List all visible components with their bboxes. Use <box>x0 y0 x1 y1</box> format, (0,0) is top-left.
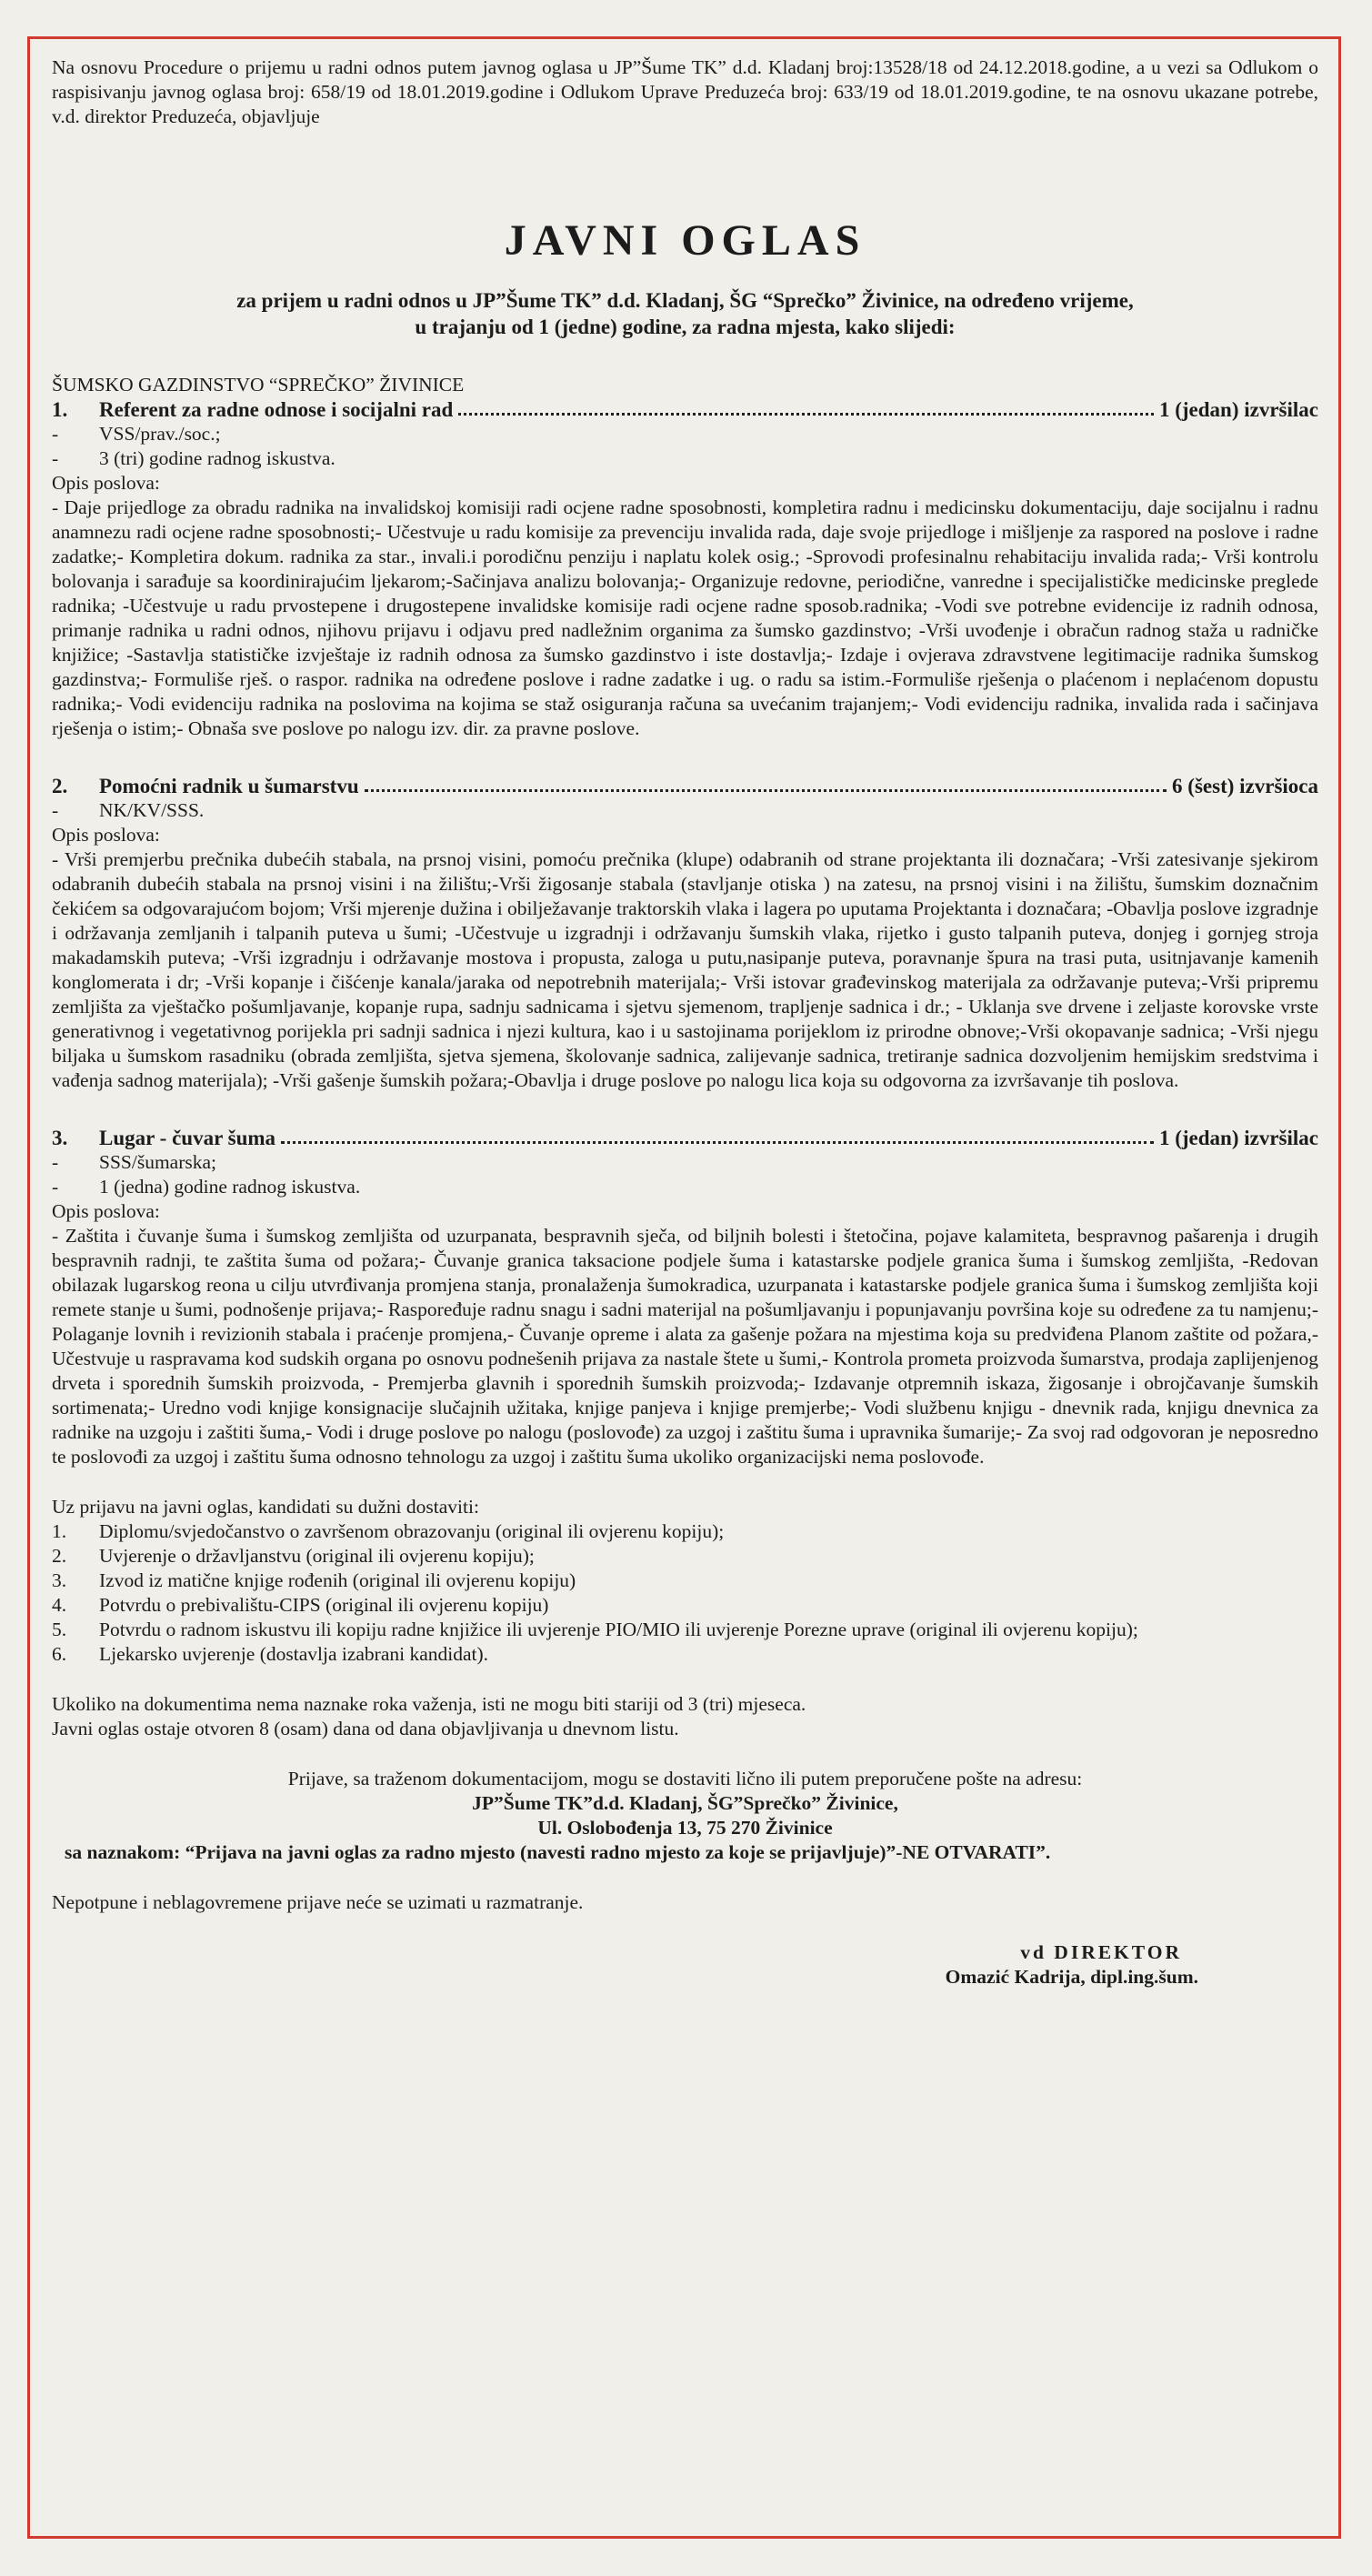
position-number: 2. <box>52 775 68 797</box>
duties-text: - Vrši premjerbu prečnika dubećih stabala, na prsnoj visini, pomoću prečnika (klupe) odabranih od strane projektanta ili doznačara; -Vrši zatesivanje sjekirom odabranih dubećih stabala na prsnoj visini i na žilištu;-Vrši žigosanje stabala (stavljanje otiska ) na zatesu, na prsnoj visini i na žilištu, šumskim doznačnim čekićem sa odgovarajućom bojom; Vrši mjerenje dužina i obilježavanje traktorskih vlaka i lagera po uputama Projektanta i doznačara; -Obavlja poslove izgradnje i održavanja zemljanih i talpanih puteva u šumi; -Učestvuje u izgradnji i održavanju šumskih vlaka, rijetko i gusto talpanih puteva, donjeg i gornjeg stroja makadamskih puteva; -Vrši izgradnju i održavanje mostova i propusta, zaloga u putu,nasipanje puteva, poravnanje špura na trasi puta, usitnjavanje kamenih konglomerata i dr; -Vrši kopanje i čišćenje kanala/jaraka od nepotrebnih materijala;- Vrši istovar građevinskog materijala za održavanje puteva;-Vrši pripremu zemljišta za vještačko pošumljavanje, kopanje rupa, sadnju sadnicama i sjetvu sjemenom, trapljenje sadnica i dr.; - Uklanja sve drvene i zeljaste korovske vrste generativnog i vegetativnog porijekla pri sadnji sadnica i njezi kultura, kao i u sastojinama porijeklom iz prirodne obnove;-Vrši okopavanje sadnica; -Vrši njegu biljaka u šumskom rasadniku (obrada zemljišta, sjetva sjemena, školovanje sadnica, zalijevanje sadnica, tretiranje sadnica dozvoljenim hemijskim sredstvima i vađenja sadnog materijala); -Vrši gašenje šumskih požara;-Obavlja i druge poslove po nalogu lica koja su odgovorna za izvršavanje tih poslova. <box>52 848 1318 1091</box>
position-title: Lugar - čuvar šuma <box>99 1127 276 1149</box>
position-count: 1 (jedan) izvršilac <box>1158 398 1318 421</box>
address-line-2: Ul. Oslobođenja 13, 75 270 Živinice <box>537 1817 833 1839</box>
requirement-item: - 3 (tri) godine radnog iskustva. <box>52 447 335 469</box>
notice-frame <box>27 36 1341 2539</box>
duties-text: - Daje prijedloge za obradu radnika na invalidskoj komisiji radi ocjene radne sposobnosti, kompletira radnu i medicinsku dokumentaciju, daje socijalnu i radnu anamnezu radi ocjene radne sposobnosti;- Učestvuje u radu komisije za prevenciju invalida rada, daje svoje prijedloge i mišljenje za raspored na poslove i radne zadatke;- Kompletira dokum. radnika za star., invali.i porodičnu penziju i naplatu kolek osig.; -Sprovodi profesinalnu rehabitaciju invalida rada;- Vrši kontrolu bolovanja i sarađuje sa koordinirajućim ljekarom;-Sačinjava analizu bolovanja;- Organizuje redovne, periodične, vanredne i specijalističke medicinske preglede radnika; -Učestvuje u radu prvostepene i drugostepene invalidske komisije radi ocjene radne sposob.radnika; -Vodi sve potrebne evidencije iz radnih odnosa, primanje radnika u radni odnos, njihovu prijavu i odjavu pred nadležnim organima za šumsko gazdinstvo; -Vrši uvođenje i obračun radnog staža u radničke knjižice; -Sastavlja statističke izvještaje iz radnih odnosa za šumsko gazdinstvo i iste dostavlja;- Izdaje i ovjerava zdravstvene legitimacije radnika šumskog gazdinstva;- Formuliše rješ. o raspor. radnika na određene poslove i radne zadatke i ug. o radu sa istim.-Formuliše rješenja o plaćenom i neplaćenom dopustu radnika;- Vodi evidenciju radnika na poslovima na kojima se staž osiguranja računa sa uvećanim trajanjem;- Vodi evidenciju radnika, invalida rada i sačinjava rješenja o istim;- Obnaša sve poslove po nalogu izv. dir. za pravne poslove. <box>52 496 1318 739</box>
requirements-list <box>52 422 1318 471</box>
requirement-item: - NK/KV/SSS. <box>52 799 205 821</box>
document-item: 2. Uvjerenje o državljanstvu (original ili ovjerenu kopiju); <box>52 1545 535 1567</box>
subtitle-line-2: u trajanju od 1 (jedne) godine, za radna mjesta, kako slijedi: <box>415 316 956 338</box>
position-header <box>52 397 1318 422</box>
subtitle-line-1: za prijem u radni odnos u JP”Šume TK” d.d. Kladanj, ŠG “Sprečko” Živinice, na određeno vrijeme, <box>236 289 1134 312</box>
document-item: 5. Potvrdu o radnom iskustvu ili kopiju radne knjižice ili uvjerenje PIO/MIO ili uvjerenje Porezne uprave (original ili ovjerenu kopiju); <box>52 1619 1138 1640</box>
validity-note: Ukoliko na dokumentima nema naznake roka važenja, isti ne mogu biti stariji od 3 (tri) mjeseca. <box>52 1693 806 1715</box>
documents-list <box>52 1519 1318 1667</box>
position-number: 1. <box>52 398 68 421</box>
dotted-leader <box>281 1141 1154 1144</box>
requirement-item: - SSS/šumarska; <box>52 1151 217 1173</box>
open-period-note: Javni oglas ostaje otvoren 8 (osam) dana od dana objavljivanja u dnevnom listu. <box>52 1718 679 1739</box>
documents-intro: Uz prijavu na javni oglas, kandidati su dužni dostaviti: <box>52 1496 479 1518</box>
document-item: 6. Ljekarsko uvjerenje (dostavlja izabrani kandidat). <box>52 1643 489 1665</box>
incomplete-applications-note: Nepotpune i neblagovremene prijave neće se uzimati u razmatranje. <box>52 1891 584 1913</box>
position-number: 3. <box>52 1127 68 1149</box>
requirements-list <box>52 798 1318 823</box>
position-count: 6 (šest) izvršioca <box>1172 775 1318 797</box>
position-count: 1 (jedan) izvršilac <box>1158 1127 1318 1149</box>
duties-text: - Zaštita i čuvanje šuma i šumskog zemljišta od uzurpanata, bespravnih sječa, od biljnih bolesti i štetočina, pojave kalamiteta, bespravnog pašarenja i drugih bespravnih radnji, te zaštita šuma od požara;- Čuvanje granica taksacione podjele šuma i katastarske podjele granica šuma i šumskog zemljišta, -Redovan obilazak lugarskog reona u cilju utvrđivanja promjena stanja, pronalaženja šumokradica, uzurpanata i katastarske podjele granica šuma i šumskog zemljišta koji remete stanje u šumi, podnošenje prijava;- Raspoređuje radnu snagu i sadni materijal na pošumljavanju i popunjavanju površina koje su određene za tu namjenu;- Polaganje lovnih i revizionih stabala i praćenje promjena,- Čuvanje opreme i alata za gašenje požara na mjestima koja su predviđena Planom zaštite od požara,- Učestvuje u raspravama kod sudskih organa po osnovu podnešenih prijava za nastale štete u šumi,- Kontrola prometa proizvoda šumarstva, prodaja zaplijenjenog drveta i sporednih šumskih proizvoda, - Premjerba glavnih i sporednih šumskih proizvoda;- Izdavanje otpremnih iskaza, žigosanje i obrojčavanje šumskih sortimenata;- Uredno vodi knjige konsignacije slučajnih užitaka, knjige panjeva i knjige premjerbe;- Vodi službenu knjigu - dnevnik rada, knjigu dnevnica za radnike na uzgoju i zaštiti šuma,- Vodi i druge poslove po nalogu (poslovođe) za uzgoj i zaštitu šuma i upravnika šumarije;- Za svoj rad odgovoran je neposredno te poslovođi za uzgoj i zaštitu šuma odnosno tehnologu za uzgoj i zaštitu šuma ukoliko organizacijski nema poslovođe. <box>52 1225 1318 1468</box>
document-item: 4. Potvrdu o prebivalištu-CIPS (original ili ovjerenu kopiju) <box>52 1594 549 1616</box>
document-item: 3. Izvod iz matične knjige rođenih (original ili ovjerenu kopiju) <box>52 1569 576 1591</box>
position-2 <box>52 774 1318 1093</box>
signature-name: Omazić Kadrija, dipl.ing.šum. <box>945 1966 1198 1988</box>
position-title: Referent za radne odnose i socijalni rad <box>99 398 454 421</box>
requirement-item: - 1 (jedna) godine radnog iskustva. <box>52 1176 361 1198</box>
intro-paragraph: Na osnovu Procedure o prijemu u radni odnos putem javnog oglasa u JP”Šume TK” d.d. Kladanj broj:13528/18 od 24.12.2018.godine, a u vezi sa Odlukom o raspisivanju javnog oglasa broj: 658/19 od 18.01.2019.godine i Odlukom Uprave Preduzeća broj: 633/19 od 18.01.2019.godine, te na osnovu ukazane potrebe, v.d. direktor Preduzeća, objavljuje <box>52 56 1318 127</box>
address-line-1: JP”Šume TK”d.d. Kladanj, ŠG”Sprečko” Živinice, <box>472 1792 898 1814</box>
position-title: Pomoćni radnik u šumarstvu <box>99 775 359 797</box>
organization-name: ŠUMSKO GAZDINSTVO “SPREČKO” ŽIVINICE <box>52 374 465 396</box>
document-item: 1. Diplomu/svjedočanstvo o završenom obrazovanju (original ili ovjerenu kopiju); <box>52 1520 725 1542</box>
submission-intro: Prijave, sa traženom dokumentacijom, mogu se dostaviti lično ili putem preporučene pošte na adresu: <box>287 1768 1083 1789</box>
position-3 <box>52 1126 1318 1469</box>
duties-label: Opis poslova: <box>52 1200 160 1222</box>
position-header <box>52 774 1318 798</box>
dotted-leader <box>365 789 1167 792</box>
position-1 <box>52 397 1318 741</box>
dotted-leader <box>458 413 1154 416</box>
signature-title: vd DIREKTOR <box>1020 1941 1182 1963</box>
notice-subtitle <box>52 287 1318 340</box>
envelope-marking: sa naznakom: “Prijava na javni oglas za radno mjesto (navesti radno mjesto za koje se prijavljuje)”-NE OTVARATI”. <box>65 1841 1051 1863</box>
notice-title: JAVNI OGLAS <box>504 216 866 265</box>
position-header <box>52 1126 1318 1150</box>
duties-label: Opis poslova: <box>52 472 160 494</box>
requirement-item: - VSS/prav./soc.; <box>52 423 221 445</box>
duties-label: Opis poslova: <box>52 824 160 846</box>
requirements-list <box>52 1150 1318 1199</box>
